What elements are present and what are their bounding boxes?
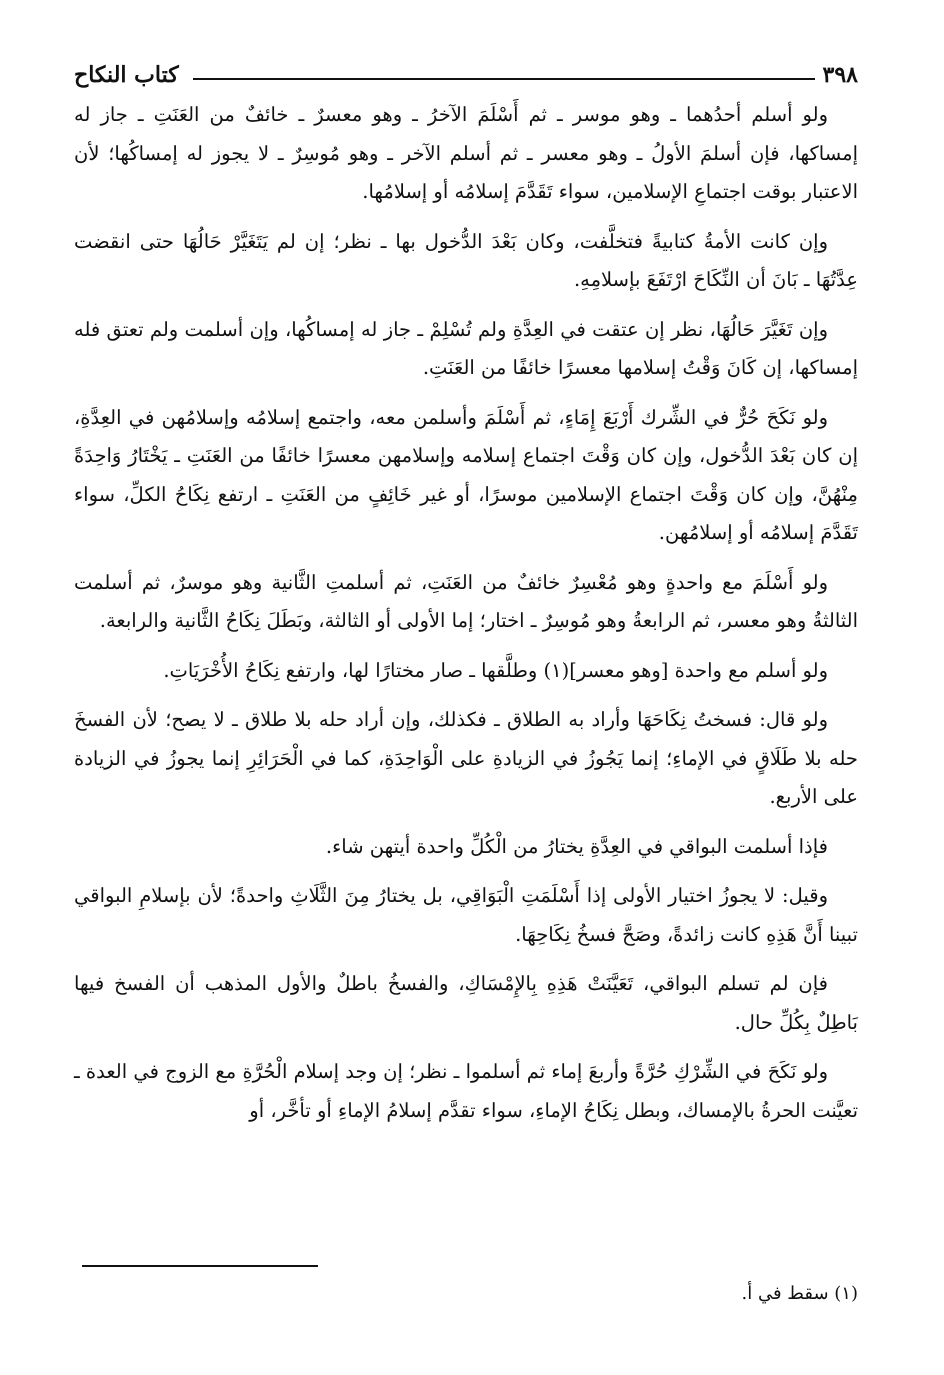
footnote: (١) سقط في أ. bbox=[741, 1283, 858, 1304]
paragraph: ولو نَكَحَ في الشِّرْكِ حُرَّةً وأربعَ إماء ثم أسلموا ـ نظر؛ إن وجد إسلام الْحُرَّةِ مع الزوج في العدة ـ تعيَّنت الحرةُ بالإمساك، وبطل نِكَاحُ الإماءِ، سواء تقدَّم إسلامُ الإماءِ أو تأخَّر، أو bbox=[74, 1060, 858, 1122]
page-body bbox=[74, 96, 858, 1130]
page-number: ٣٩٨ bbox=[822, 62, 858, 88]
paragraph: ولو نَكَحَ حُرٌّ في الشِّرك أَرْبَعَ إِمَاءٍ، ثم أَسْلَمَ وأسلمن معه، واجتمع إسلامُه وإسلامُهن في العِدَّةِ، إن كان بَعْدَ الدُّخول، وإن كان وَقْتَ اجتماع إسلامه وإسلامهن معسرًا خائفًا من العَنَتِ ـ يَخْتَارُ وَاحِدَةً مِنْهُنَّ، وإن كان وَقْتَ اجتماع الإسلامين موسرًا، أو غير خَائِفٍ من العَنَتِ ـ ارتفع نِكَاحُ الكلِّ، سواء تَقَدَّمَ إسلامُه أو إسلامُهن. bbox=[74, 405, 858, 544]
paragraph: وإن كانت الأمةُ كتابيةً فتخلَّفت، وكان بَعْدَ الدُّخول بها ـ نظر؛ إن لم يَتَغَيَّرْ حَالُهَا حتى انقضت عِدَّتُهَا ـ بَانَ أن النِّكَاحَ ارْتَفَعَ بإسلامِهِ. bbox=[74, 229, 858, 291]
paragraph: وإن تَغَيَّرَ حَالُهَا، نظر إن عتقت في العِدَّةِ ولم تُسْلِمْ ـ جاز له إمساكُها، وإن أسلمت ولم تعتق فله إمساكها، إن كَانَ وَقْتُ إسلامها معسرًا خائفًا من العَنَتِ. bbox=[74, 317, 858, 379]
paragraph: وقيل: لا يجوزُ اختيار الأولى إذا أَسْلَمَتِ الْبَوَاقِي، بل يختارُ مِنَ الثَّلَاثِ واحدةً؛ لأن بإسلامِ البواقي تبينا أَنَّ هَذِهِ كانت زائدةً، وصَحَّ فسخُ نِكَاحِهَا. bbox=[74, 884, 858, 946]
paragraph: ولو أسلم أحدُهما ـ وهو موسر ـ ثم أَسْلَمَ الآخرُ ـ وهو معسرٌ ـ خائفٌ من العَنَتِ ـ جاز له إمساكها، فإن أسلمَ الأولُ ـ وهو معسر ـ ثم أسلم الآخر ـ وهو مُوسِرٌ ـ لا يجوز له إمساكُها؛ لأن الاعتبار بوقت اجتماعِ الإسلامين، سواء تَقَدَّمَ إسلامُه أو إسلامُها. bbox=[74, 103, 858, 203]
page-header bbox=[74, 52, 858, 88]
paragraph: فإن لم تسلم البواقي، تَعَيَّنَتْ هَذِهِ بِالإِمْسَاكِ، والفسخُ باطلٌ والأول المذهب أن الفسخ فيها بَاطِلٌ بِكُلِّ حال. bbox=[74, 972, 858, 1034]
footnote-divider bbox=[82, 1265, 318, 1267]
book-title: كتاب النكاح bbox=[74, 62, 179, 88]
paragraph: ولو أَسْلَمَ مع واحدةٍ وهو مُعْسِرٌ خائفٌ من العَنَتِ، ثم أسلمتِ الثَّانية وهو موسرٌ، ثم أسلمت الثالثةُ وهو معسر، ثم الرابعةُ وهو مُوسِرٌ ـ اختار؛ إما الأولى أو الثالثة، وبَطَلَ نِكَاحُ الثَّانية والرابعة. bbox=[74, 570, 858, 632]
paragraph: ولو قال: فسختُ نِكَاحَهَا وأراد به الطلاق ـ فكذلك، وإن أراد حله بلا طلاق ـ لا يصح؛ لأن الفسخَ حله بلا طَلَاقٍ في الإماءِ؛ إنما يَجُوزُ في الزيادةِ على الْوَاحِدَةِ، كما في الْحَرَائِرِ إنما يجوزُ في الزيادة على الأربع. bbox=[74, 708, 858, 808]
paragraph: ولو أسلم مع واحدة [وهو معسر](١) وطلَّقها ـ صار مختارًا لها، وارتفع نِكَاحُ الأُخْرَيَاتِ. bbox=[163, 658, 828, 682]
paragraph: فإذا أسلمت البواقي في العِدَّةِ يختارُ من الْكُلِّ واحدة أيتهن شاء. bbox=[325, 834, 828, 858]
header-rule bbox=[193, 78, 815, 80]
